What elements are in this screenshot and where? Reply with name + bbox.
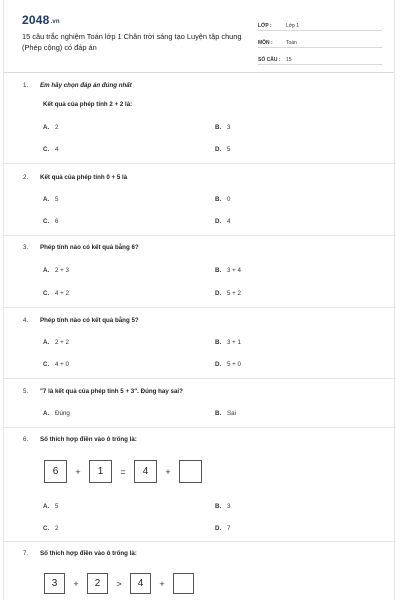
number-box: 4 — [130, 573, 151, 594]
question-divider — [4, 427, 396, 428]
number-box: 3 — [44, 573, 65, 594]
plus-sign: + — [73, 578, 79, 589]
question-4-text: 4. Phép tính nào có kết quả bằng 5? — [23, 317, 139, 324]
plus-sign: + — [75, 466, 81, 477]
question-1-option-b[interactable]: B. 3 — [215, 124, 231, 131]
site-logo[interactable]: 2048.vn — [22, 13, 60, 27]
question-5-text: 5. "7 là kết quả của phép tính 5 + 3". Đúng hay sai? — [23, 388, 183, 395]
number-box: 2 — [87, 573, 108, 594]
worksheet-meta — [258, 16, 382, 67]
question-7-text: 7. Số thích hợp điền vào ô trống là: — [23, 550, 137, 557]
question-divider — [4, 378, 396, 379]
question-1-option-d[interactable]: D. 5 — [215, 146, 231, 153]
question-4-option-b[interactable]: B. 3 + 1 — [215, 339, 241, 346]
worksheet-page — [3, 0, 395, 600]
plus-sign: + — [159, 578, 165, 589]
blank-answer-box[interactable] — [173, 573, 194, 594]
question-divider — [4, 541, 396, 542]
question-3-option-d[interactable]: D. 5 + 2 — [215, 290, 241, 297]
question-2-option-b[interactable]: B. 0 — [215, 196, 231, 203]
question-6-expression — [44, 460, 202, 483]
question-6-option-a[interactable]: A. 5 — [43, 503, 59, 510]
plus-sign: + — [165, 466, 171, 477]
question-divider — [4, 235, 396, 236]
document-title: 15 câu trắc nghiệm Toán lớp 1 Chân trời sáng tạo Luyện tập chung (Phép cộng) có đáp án — [22, 32, 242, 52]
question-divider — [4, 163, 396, 164]
blank-answer-box[interactable] — [179, 460, 202, 483]
question-6-option-d[interactable]: D. 7 — [215, 525, 231, 532]
question-6-option-c[interactable]: C. 2 — [43, 525, 59, 532]
question-7-expression — [44, 573, 194, 594]
question-2-option-c[interactable]: C. 6 — [43, 218, 59, 225]
question-3-option-a[interactable]: A. 2 + 3 — [43, 267, 69, 274]
question-3-option-b[interactable]: B. 3 + 4 — [215, 267, 241, 274]
question-3-text: 3. Phép tính nào có kết quả bằng 6? — [23, 244, 139, 251]
meta-subject: MÔN : Toán — [258, 33, 382, 48]
question-1-text: Kết quả của phép tính 2 + 2 là: — [43, 101, 133, 108]
question-4-option-a[interactable]: A. 2 + 2 — [43, 339, 69, 346]
question-1-instruction: 1. Em hãy chọn đáp án đúng nhất — [23, 82, 132, 89]
question-2-option-a[interactable]: A. 5 — [43, 196, 59, 203]
question-5-option-b[interactable]: B. Sai — [215, 410, 236, 417]
question-3-option-c[interactable]: C. 4 + 2 — [43, 290, 69, 297]
equals-sign: = — [120, 466, 126, 477]
question-1-option-a[interactable]: A. 2 — [43, 124, 59, 131]
meta-class: LỚP : Lớp 1 — [258, 16, 382, 31]
question-6-option-b[interactable]: B. 3 — [215, 503, 231, 510]
number-box: 1 — [89, 460, 112, 483]
question-5-option-a[interactable]: A. Đúng — [43, 410, 70, 417]
question-1-option-c[interactable]: C. 4 — [43, 146, 59, 153]
meta-question-count: SỐ CÂU : 15 — [258, 50, 382, 65]
greater-than-sign: > — [116, 578, 122, 589]
worksheet-header — [4, 0, 394, 73]
question-6-text: 6. Số thích hợp điền vào ô trống là: — [23, 436, 137, 443]
question-2-option-d[interactable]: D. 4 — [215, 218, 231, 225]
question-4-option-c[interactable]: C. 4 + 0 — [43, 361, 69, 368]
number-box: 4 — [134, 460, 157, 483]
question-2-text: 2. Kết quả của phép tính 0 + 5 là — [23, 174, 128, 181]
question-divider — [4, 307, 396, 308]
number-box: 6 — [44, 460, 67, 483]
question-4-option-d[interactable]: D. 5 + 0 — [215, 361, 241, 368]
